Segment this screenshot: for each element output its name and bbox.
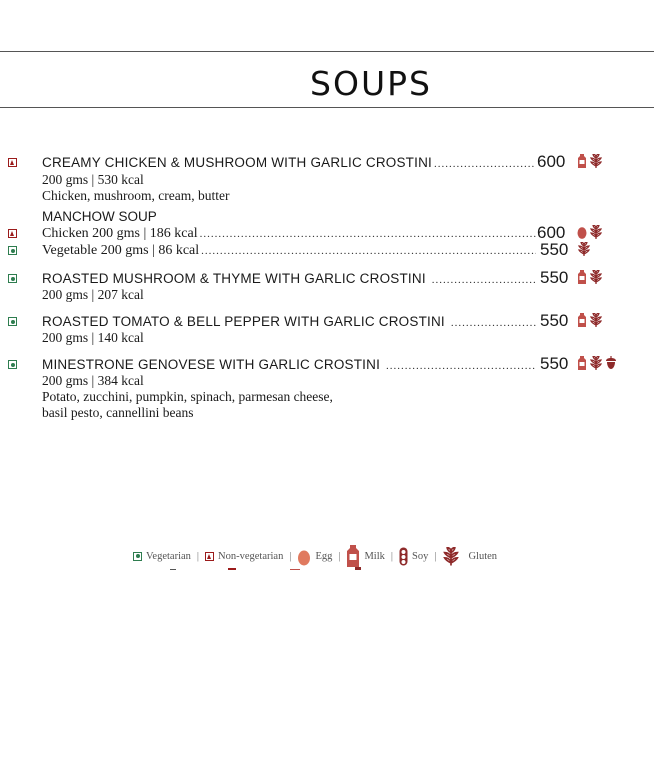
leader-dots: [386, 360, 536, 372]
allergen-icons: [577, 270, 603, 284]
nonveg-mark-icon: [8, 229, 17, 238]
legend-vegetarian: Vegetarian: [146, 550, 191, 562]
item-details: 200 gms | 140 kcal: [42, 330, 144, 345]
legend-separator: |: [434, 550, 437, 562]
milk-icon: [577, 313, 587, 327]
item-details: 200 gms | 207 kcal: [42, 287, 144, 302]
legend-separator: |: [390, 550, 393, 562]
page-title: SOUPS: [310, 64, 432, 103]
dietary-legend: [133, 546, 497, 566]
menu-item-creamy-chicken: [0, 152, 654, 173]
egg-icon: [577, 225, 587, 239]
legend-separator: |: [289, 550, 292, 562]
egg-icon: [297, 547, 311, 566]
legend-gluten: Gluten: [468, 550, 498, 562]
item-name: CREAMY CHICKEN & MUSHROOM WITH GARLIC CROSTINI: [42, 155, 432, 170]
item-price: 550: [540, 240, 569, 259]
legend-milk: Milk: [364, 550, 385, 562]
legend-separator: |: [338, 550, 341, 562]
gluten-icon: [589, 270, 603, 284]
leader-dots: [432, 274, 536, 286]
item-details: 200 gms | 384 kcal: [42, 373, 144, 388]
gluten-icon: [577, 242, 591, 256]
gluten-icon: [589, 313, 603, 327]
veg-mark-icon: [8, 274, 17, 283]
veg-mark-icon: [8, 246, 17, 255]
item-name: ROASTED MUSHROOM & THYME WITH GARLIC CROSTINI: [42, 271, 426, 286]
item-price: 550: [540, 354, 569, 373]
allergen-icons: [577, 154, 603, 168]
veg-mark-icon: [133, 552, 142, 561]
section-manchow-soup: MANCHOW SOUP: [42, 209, 157, 224]
item-name: ROASTED TOMATO & BELL PEPPER WITH GARLIC CROSTINI: [42, 314, 445, 329]
item-price: 550: [540, 268, 569, 287]
leader-dots: [200, 228, 536, 240]
gluten-icon: [442, 547, 460, 566]
item-ingredients-line-1: Potato, zucchini, pumpkin, spinach, parmesan cheese,: [42, 389, 333, 404]
legend-nonvegetarian: Non-vegetarian: [218, 550, 284, 562]
gluten-icon: [589, 356, 603, 370]
item-price: 600: [537, 223, 566, 242]
veg-mark-icon: [8, 360, 17, 369]
item-name: MINESTRONE GENOVESE WITH GARLIC CROSTINI: [42, 357, 381, 372]
item-price: 550: [540, 311, 569, 330]
gluten-icon: [589, 154, 603, 168]
leader-dots: [451, 317, 536, 329]
leader-dots: [201, 245, 536, 257]
item-name: Chicken 200 gms | 186 kcal: [42, 226, 198, 241]
milk-icon: [346, 545, 360, 567]
top-rule: [0, 51, 654, 52]
item-price: 600: [537, 152, 566, 171]
nut-icon: [605, 356, 617, 370]
item-details: 200 gms | 530 kcal: [42, 172, 144, 187]
cropped-edge-fragment: [170, 567, 370, 571]
milk-icon: [577, 356, 587, 370]
legend-separator: |: [196, 550, 200, 562]
nonveg-mark-icon: [205, 552, 214, 561]
allergen-icons: [577, 225, 603, 239]
item-name: Vegetable 200 gms | 86 kcal: [42, 243, 200, 258]
milk-icon: [577, 154, 587, 168]
allergen-icons: [577, 313, 603, 327]
allergen-icons: [577, 356, 617, 370]
leader-dots: [434, 158, 536, 170]
veg-mark-icon: [8, 317, 17, 326]
nonveg-mark-icon: [8, 158, 17, 167]
legend-egg: Egg: [315, 550, 333, 562]
menu-item-manchow-vegetable: [0, 240, 654, 261]
legend-soy: Soy: [412, 550, 429, 562]
milk-icon: [577, 270, 587, 284]
item-ingredients: Chicken, mushroom, cream, butter: [42, 188, 230, 203]
soy-icon: [399, 547, 408, 566]
gluten-icon: [589, 225, 603, 239]
allergen-icons: [577, 242, 591, 256]
item-ingredients-line-2: basil pesto, cannellini beans: [42, 405, 194, 420]
bottom-title-rule: [0, 107, 654, 108]
